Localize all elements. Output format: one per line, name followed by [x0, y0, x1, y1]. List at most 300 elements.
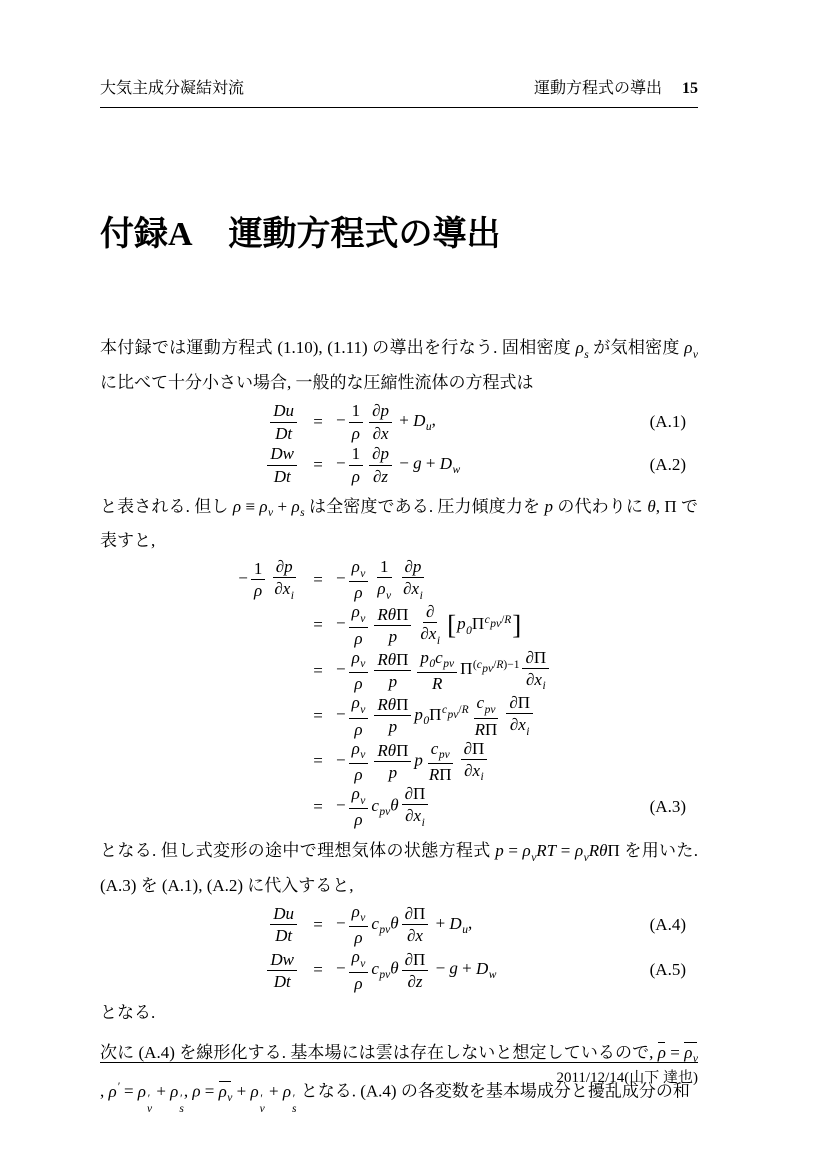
math-token: Π [413, 904, 426, 924]
math-token: となる. 但し式変形の途中で理想気体の状態方程式 [100, 841, 496, 861]
equation-rhs [336, 902, 636, 947]
fraction [374, 605, 411, 646]
chapter-title [100, 212, 698, 258]
math-token: ∂x [405, 806, 422, 826]
math-token: c [435, 647, 443, 667]
math-token [575, 338, 589, 361]
math-token [684, 338, 699, 361]
math-token: Rθ [377, 695, 397, 715]
math-token: c [371, 958, 379, 978]
math-token: p [420, 647, 429, 667]
math-token: D [449, 913, 462, 933]
math-token: p [388, 762, 398, 782]
math-script [472, 658, 520, 676]
math-token: ∂ [404, 904, 414, 924]
math-token [435, 647, 455, 671]
math-token: Π [471, 614, 485, 634]
math-token: R [474, 719, 486, 739]
equation-rhs [336, 648, 636, 693]
equation-lhs [100, 444, 300, 485]
math-token: = [119, 1081, 138, 1101]
math-token: ρ [351, 738, 360, 758]
math-token: ∂p [372, 444, 389, 464]
math-token: Dt [273, 971, 291, 991]
math-token [371, 795, 391, 819]
paragraph-ideal-gas [100, 837, 698, 900]
fraction [349, 602, 369, 647]
math-token: Rθ [377, 740, 397, 760]
equation-row [100, 902, 698, 947]
math-script: pv [379, 969, 391, 982]
math-token: = [503, 841, 523, 861]
math-token: 1 [351, 401, 361, 421]
equation-rhs [336, 401, 636, 442]
math-token: + [457, 958, 477, 978]
math-token: , [183, 1081, 193, 1101]
math-token [449, 913, 468, 937]
math-script: i [542, 680, 546, 693]
math-token [351, 602, 366, 625]
math-script: v [259, 1102, 265, 1115]
math-token: c [371, 795, 379, 815]
math-token [441, 704, 459, 721]
math-script: pv [443, 658, 455, 671]
math-script: ′ [179, 1092, 182, 1105]
math-token [351, 901, 366, 925]
math-token: , [431, 410, 436, 430]
math-token: θ [390, 795, 399, 815]
paragraph-conclusion [100, 999, 698, 1027]
math-script: v [360, 567, 366, 580]
math-token: ∂z [373, 466, 389, 486]
fraction [349, 693, 369, 738]
math-token: Π [413, 784, 426, 804]
chapter-label: 付録A [100, 216, 193, 253]
math-token: ρ [351, 784, 360, 804]
math-script: s [300, 507, 305, 519]
math-token: ∂x [403, 579, 420, 599]
math-token: − [336, 614, 346, 634]
page-header [100, 78, 698, 108]
math-token [274, 579, 294, 602]
math-token: Π [607, 841, 620, 861]
math-token: ρ [575, 338, 584, 357]
equation-row [100, 739, 698, 784]
math-token: ∂ [426, 602, 435, 622]
math-token: ρ [354, 674, 363, 694]
math-token: Dw [270, 949, 294, 969]
equals-sign: = [313, 796, 323, 816]
math-token: , [100, 1081, 109, 1101]
equation-rhs [336, 693, 636, 738]
math-token: − [336, 750, 346, 770]
math-token: − [336, 913, 346, 933]
math-script: pv [484, 703, 496, 716]
fraction [417, 648, 457, 693]
math-script: v [360, 957, 366, 970]
fraction [349, 902, 369, 947]
math-token: ∂p [275, 557, 293, 576]
math-token: D [439, 453, 452, 473]
math-token: − [431, 958, 450, 978]
paragraph-total-density [100, 493, 698, 556]
math-token: − [395, 453, 414, 473]
math-token [522, 841, 537, 864]
math-script: v [360, 794, 366, 807]
equals-sign: = [313, 569, 323, 589]
math-token: / [501, 613, 505, 626]
equation-tag: (A.5) [649, 960, 686, 980]
math-token: ∂ [404, 949, 414, 969]
math-script: v [692, 348, 699, 361]
equation-rhs [336, 444, 636, 485]
math-token: Du [273, 401, 294, 421]
math-token: ρ [657, 1042, 666, 1062]
math-token: ∂p [404, 557, 422, 576]
math-token [574, 841, 589, 864]
fraction [349, 444, 364, 485]
equals-sign: = [313, 615, 323, 635]
math-token: ρ [354, 973, 363, 993]
math-token: は全密度である. 圧力傾度力を [304, 496, 545, 516]
math-script: w [488, 969, 497, 982]
math-token: [ [447, 609, 457, 640]
math-token: ( [472, 658, 477, 671]
math-token: Π [517, 693, 530, 713]
math-script: v [360, 749, 366, 762]
math-token: ρ [354, 810, 363, 830]
math-script: v [583, 851, 589, 864]
math-token: + [431, 913, 450, 933]
math-token: Π [396, 649, 409, 669]
fraction [349, 947, 369, 992]
fraction [349, 739, 369, 784]
math-token: ρ [354, 765, 363, 784]
math-token: Π [460, 659, 473, 679]
math-token: − [336, 795, 346, 815]
fraction [402, 950, 429, 991]
math-token [351, 557, 366, 580]
math-token: ρ [522, 841, 531, 861]
math-token: ρ [351, 423, 360, 443]
math-token: − [336, 659, 346, 679]
header-document-title: 大気主成分凝結対流 [100, 80, 245, 97]
math-token [377, 579, 392, 602]
math-token: ρ [351, 557, 360, 576]
math-token: ρ [351, 901, 360, 921]
math-token: − [336, 453, 346, 473]
math-token [476, 658, 494, 676]
math-token [351, 947, 366, 970]
math-script: pv [447, 708, 459, 721]
math-token: ≡ [241, 496, 260, 516]
math-script: v [360, 612, 366, 625]
math-script: v [386, 589, 392, 602]
math-script: ′ [117, 1081, 120, 1094]
equation-row [100, 784, 698, 829]
fraction [402, 784, 429, 829]
paragraph-intro [100, 334, 698, 397]
math-token [405, 806, 425, 829]
math-script: 0 [429, 658, 436, 671]
math-token: ∂z [407, 971, 423, 991]
math-token: c [371, 913, 379, 933]
math-token: ρ [351, 602, 360, 622]
math-script: 0 [466, 624, 472, 637]
math-script: pv [482, 663, 494, 676]
math-token: Π [413, 949, 426, 969]
equation-row [100, 401, 698, 444]
math-token [439, 453, 461, 477]
fraction [426, 739, 455, 784]
math-token: ρ [250, 1081, 259, 1101]
math-token: + [264, 1081, 283, 1101]
math-token: R [504, 613, 512, 626]
math-script: v [531, 851, 537, 864]
math-token: RT [536, 841, 557, 861]
math-token [403, 579, 423, 602]
math-token: , [467, 913, 473, 933]
math-script [484, 613, 512, 631]
math-token [371, 958, 391, 982]
math-token: ∂ [509, 693, 518, 713]
math-token [351, 738, 366, 762]
equation-row [100, 648, 698, 693]
math-token: = [665, 1042, 685, 1062]
math-token: を用いた. (A.3) を (A.1), (A.2) に代入すると, [100, 841, 699, 895]
math-script: pv [438, 749, 450, 762]
fraction [400, 557, 426, 602]
equals-sign: = [313, 455, 323, 474]
math-token: Π [439, 765, 452, 784]
math-token: の代わりに [553, 496, 648, 516]
math-script: i [419, 589, 423, 602]
equation-row [100, 444, 698, 487]
math-token: Π [471, 738, 485, 758]
math-token: 本付録では運動方程式 (1.10), (1.11) の導出を行なう. 固相密度 [100, 338, 576, 357]
math-script: ′ [292, 1092, 295, 1105]
math-token: ∂x [372, 423, 389, 443]
math-token: ρ [354, 928, 363, 948]
math-token: + [395, 410, 414, 430]
math-script: i [480, 771, 484, 784]
fraction [267, 444, 297, 485]
math-script: v [692, 1053, 698, 1066]
equation-rhs [336, 557, 636, 602]
fraction [461, 739, 488, 784]
math-token: ∂x [464, 760, 481, 780]
math-token [413, 410, 432, 434]
math-token: )−1 [503, 658, 520, 671]
math-token: D [476, 958, 489, 978]
math-token: ∂ [525, 647, 534, 667]
math-token: となる. [100, 1002, 156, 1022]
equation-lhs [100, 401, 300, 442]
math-token [414, 704, 430, 728]
equals-sign: = [313, 705, 323, 725]
math-token: Dw [270, 444, 294, 464]
math-token: + [273, 496, 292, 516]
footer-date-author: 2011/12/14(山下 達也) [556, 1070, 698, 1086]
math-token: Π [396, 740, 409, 760]
fraction [374, 741, 411, 782]
equation-row [100, 557, 698, 602]
math-token: ∂x [525, 669, 542, 689]
math-token: Rθ [588, 841, 608, 861]
math-token: ρ [291, 496, 300, 516]
math-script: v [360, 658, 366, 671]
math-token: Dt [273, 466, 291, 486]
math-token [457, 614, 472, 637]
math-script: v [227, 1092, 233, 1105]
equation-group-a1-a2 [100, 401, 698, 487]
math-token: θ [390, 958, 399, 978]
math-token: となる. (A.4) の各変数を基本場成分と擾乱成分の和 [296, 1081, 690, 1101]
math-token: + [152, 1081, 171, 1101]
equation-rhs [336, 947, 636, 992]
math-token [430, 738, 450, 762]
equation-tag: (A.4) [649, 914, 686, 934]
math-token: ρ [351, 693, 360, 713]
math-token: R [428, 765, 440, 784]
math-token: − [238, 568, 248, 588]
fraction [349, 401, 364, 442]
math-token [509, 715, 530, 738]
math-token: p [388, 672, 398, 692]
header-right [534, 78, 698, 99]
equation-lhs [100, 557, 300, 602]
fraction [374, 557, 394, 602]
math-script: i [526, 725, 530, 738]
fraction [349, 648, 369, 693]
math-script: u [462, 924, 468, 937]
equals-sign: = [313, 751, 323, 771]
fraction [270, 401, 297, 442]
fraction [369, 401, 392, 442]
chapter-title-text: 運動方程式の導出 [228, 216, 501, 253]
math-token [259, 496, 274, 519]
math-token [351, 647, 366, 671]
math-token [429, 705, 468, 724]
equation-row [100, 602, 698, 647]
equation-group-a4-a5 [100, 902, 698, 993]
math-token: ∂p [372, 401, 389, 421]
math-token: 1 [351, 444, 361, 464]
math-token: θ [390, 913, 399, 933]
math-token: p [457, 614, 466, 634]
math-token: が気相密度 [588, 338, 685, 357]
fraction [472, 693, 501, 738]
equation-row [100, 693, 698, 738]
math-token: R [432, 674, 443, 694]
math-script: pv [379, 806, 391, 819]
math-token [460, 659, 519, 678]
math-token: Dt [275, 423, 293, 443]
math-token: と表される. 但し [100, 496, 233, 516]
math-token: + [232, 1081, 251, 1101]
math-token: ρ [354, 719, 363, 739]
math-token: ρ [684, 338, 693, 357]
math-token: Du [273, 904, 294, 924]
math-token: , Π で表すと, [100, 496, 699, 550]
math-token [525, 669, 546, 693]
math-token: ρ [170, 1081, 179, 1101]
header-section-title: 運動方程式の導出 [533, 80, 662, 97]
math-token [464, 760, 484, 784]
math-token: ρ [282, 1081, 291, 1101]
math-token: 1 [253, 559, 263, 579]
math-token: ρ [218, 1081, 227, 1101]
math-token: ρ [574, 841, 584, 861]
math-token: / [458, 704, 462, 717]
math-token: g [413, 453, 422, 473]
math-token: ρ [354, 583, 363, 603]
math-token: c [430, 738, 439, 758]
math-token: Π [485, 719, 498, 739]
math-token: Π [396, 695, 409, 715]
equation-group-a3 [100, 557, 698, 829]
equation-tag: (A.3) [649, 796, 686, 816]
fraction [374, 695, 411, 736]
math-token: = [556, 841, 575, 861]
math-token [476, 693, 496, 716]
page-number: 15 [682, 80, 698, 97]
math-token [484, 613, 502, 631]
math-script: v [360, 703, 366, 716]
math-script: w [452, 464, 461, 477]
fraction [270, 904, 297, 945]
math-token: − [336, 704, 346, 724]
math-script: pv [379, 924, 391, 937]
equation-lhs [100, 950, 300, 991]
fraction [267, 950, 297, 991]
math-token: ρ [232, 496, 242, 516]
math-token: ρ [351, 466, 360, 486]
math-token: − [336, 410, 346, 430]
math-token: に比べて十分小さい場合, 一般的な圧縮性流体の方程式は [100, 372, 534, 392]
math-token: = [200, 1081, 219, 1101]
math-token: ρ [108, 1081, 117, 1101]
fraction [349, 557, 369, 602]
math-token: Dt [275, 926, 293, 946]
math-script: i [436, 634, 441, 647]
math-token: ρ [254, 581, 263, 601]
math-script: v [360, 912, 366, 925]
math-token: Π [429, 704, 442, 724]
math-script: v [146, 1102, 153, 1115]
fraction [271, 557, 297, 602]
math-script: s [292, 1102, 297, 1115]
math-token: p [388, 717, 398, 737]
equation-lhs [100, 904, 300, 945]
math-token: c [484, 613, 490, 626]
fraction [251, 559, 266, 600]
math-token: ρ [259, 496, 268, 516]
fraction [374, 650, 411, 691]
equation-rhs [336, 784, 636, 829]
math-script: ′ [259, 1092, 263, 1105]
math-token [351, 784, 366, 807]
math-token: c [476, 693, 485, 713]
equation-row [100, 947, 698, 992]
math-token: θ [647, 496, 656, 516]
math-token [420, 624, 441, 647]
math-token: − [336, 958, 346, 978]
math-script: ′ [146, 1092, 150, 1105]
equals-sign: = [313, 914, 323, 934]
math-token: p [495, 841, 504, 861]
math-token: R [461, 704, 469, 717]
